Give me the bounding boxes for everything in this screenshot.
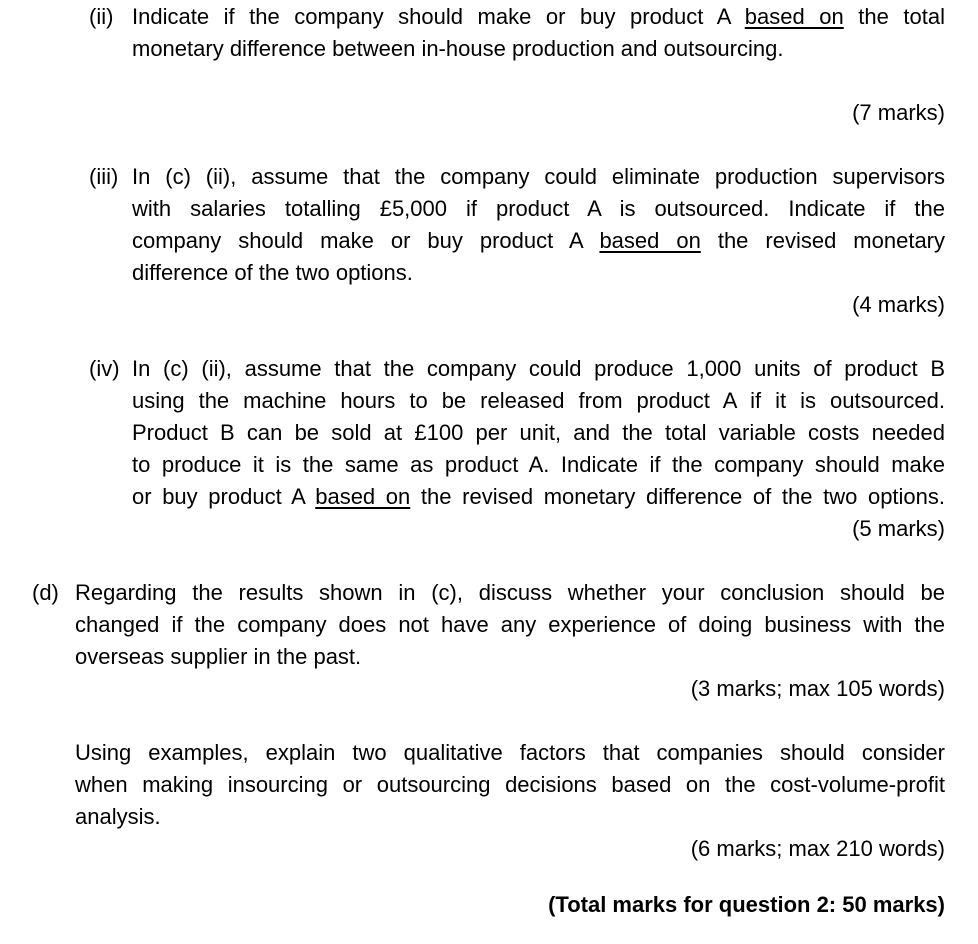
question-d-line-3: overseas supplier in the past.	[75, 644, 362, 669]
question-ii-line-1	[132, 4, 945, 30]
question-iii-label: (iii)	[89, 164, 119, 189]
question-iv-text-5b: the revised monetary difference of the two options.	[410, 484, 946, 509]
question-iii-line-1: In (c) (ii), assume that the company could eliminate production supervisors	[132, 164, 945, 189]
question-iv-line-4: to produce it is the same as product A. Indicate if the company should make	[132, 452, 945, 477]
question-iii-marks: (4 marks)	[852, 292, 945, 317]
question-e-line-1: Using examples, explain two qualitative factors that companies should consider	[75, 740, 945, 765]
question-ii-marks: (7 marks)	[852, 100, 945, 125]
total-marks: (Total marks for question 2: 50 marks)	[548, 892, 945, 917]
question-iv-line-5	[132, 484, 945, 510]
question-d-label: (d)	[32, 580, 59, 605]
question-ii-line-2: monetary difference between in-house production and outsourcing.	[132, 36, 784, 61]
question-iii-line-4: difference of the two options.	[132, 260, 413, 285]
question-iv-line-2: using the machine hours to be released from product A if it is outsourced.	[132, 388, 945, 413]
question-ii-text-1b: the total	[843, 4, 945, 29]
question-e-marks: (6 marks; max 210 words)	[690, 836, 945, 861]
question-ii-text-1a: Indicate if the company should make or buy product A	[132, 4, 745, 29]
question-iii-line-2: with salaries totalling £5,000 if product A is outsourced. Indicate if the	[132, 196, 945, 221]
question-d-line-1: Regarding the results shown in (c), discuss whether your conclusion should be	[75, 580, 945, 605]
question-iv-marks: (5 marks)	[852, 516, 945, 541]
based-on-underline: based on	[599, 228, 701, 253]
question-iv-label: (iv)	[89, 356, 120, 381]
question-iv-line-3: Product B can be sold at £100 per unit, and the total variable costs needed	[132, 420, 945, 445]
question-iii-text-3b: the revised monetary	[700, 228, 946, 253]
question-d-line-2: changed if the company does not have any experience of doing business with the	[75, 612, 945, 637]
question-iii-line-3	[132, 228, 945, 254]
question-iii-text-3a: company should make or buy product A	[132, 228, 600, 253]
question-e-line-2: when making insourcing or outsourcing decisions based on the cost-volume-profit	[75, 772, 945, 797]
question-ii-label: (ii)	[89, 4, 114, 29]
based-on-underline: based on	[315, 484, 411, 509]
based-on-underline: based on	[744, 4, 844, 29]
question-iv-text-5a: or buy product A	[132, 484, 316, 509]
question-iv-line-1: In (c) (ii), assume that the company could produce 1,000 units of product B	[132, 356, 945, 381]
question-d-marks: (3 marks; max 105 words)	[690, 676, 945, 701]
question-e-line-3: analysis.	[75, 804, 161, 829]
